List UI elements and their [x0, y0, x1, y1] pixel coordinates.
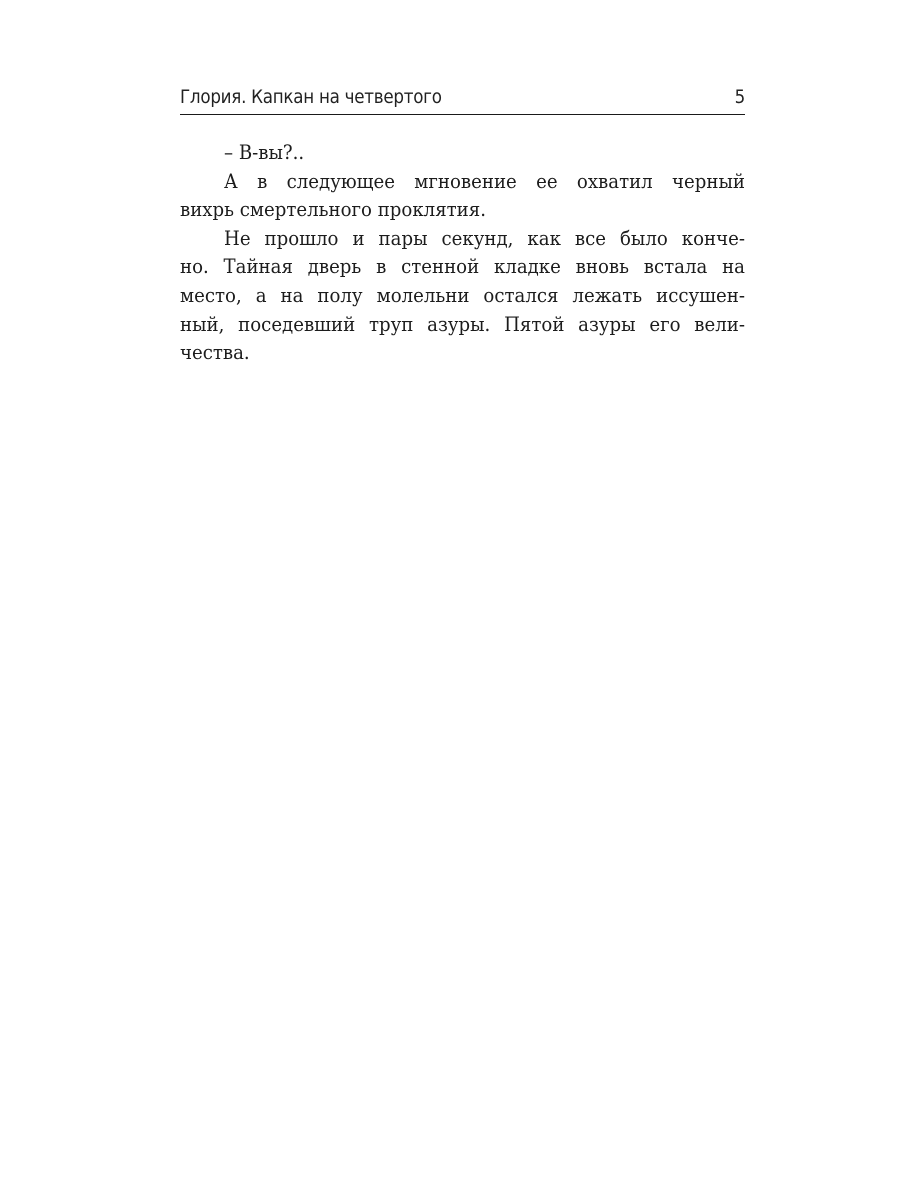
header-rule	[180, 114, 745, 115]
text-line: место, а на полу молельни остался лежать иссушен-	[180, 283, 745, 307]
text-line: – В-вы?..	[224, 141, 305, 164]
text-line: но. Тайная дверь в стенной кладке вновь встала на	[180, 255, 745, 279]
text-line: А в следующее мгновение ее охватил черный	[224, 169, 745, 193]
text-line: Не прошло и пары секунд, как все было конче-	[224, 226, 745, 250]
text-line: ный, поседевший труп азуры. Пятой азуры его вели-	[180, 312, 745, 336]
text-line: вихрь смертельного проклятия.	[180, 198, 486, 222]
running-title: Глория. Капкан на четвертого	[180, 86, 442, 108]
page-number: 5	[734, 86, 745, 108]
book-page	[180, 82, 745, 368]
text-line: чества.	[180, 341, 250, 365]
body-text	[180, 139, 745, 368]
running-head	[180, 82, 745, 112]
